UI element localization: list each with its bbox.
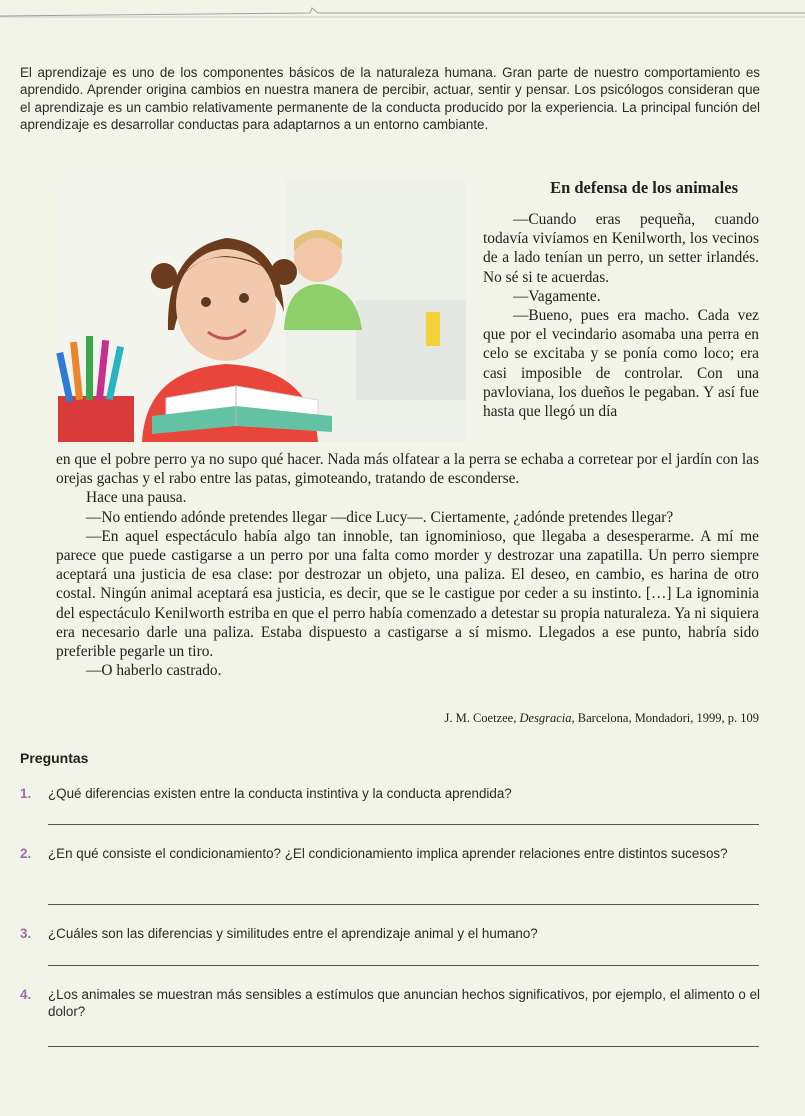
question-number: 2. [20,846,32,861]
answer-line-3[interactable] [48,965,759,966]
question-number: 1. [20,786,32,801]
question-text: ¿Qué diferencias existen entre la conducta instintiva y la conducta aprendida? [48,786,512,801]
answer-line-2[interactable] [48,904,759,905]
answer-line-4[interactable] [48,1046,759,1047]
story-full-width [56,450,759,680]
questions-title: Preguntas [20,750,89,766]
question-text: ¿En qué consiste el condicionamiento? ¿El condicionamiento implica aprender relaciones entre distintos sucesos? [48,846,728,861]
citation-author: J. M. Coetzee, [444,711,517,725]
citation-work: Desgracia [519,711,572,725]
question-4 [20,986,760,1021]
question-text: ¿Cuáles son las diferencias y similitudes entre el aprendizaje animal y el humano? [48,926,538,941]
story-paragraph: —En aquel espectáculo había algo tan innoble, tan ignominioso, que llegaba a desesperarme. A mí me parece que puede castigarse a un perro por una falta como morder y destrozar una zapatilla. Un perro siempre aceptará una justicia de esa clase: por destrozar un objeto, una paliza. El deseo, en cambio, es harina de otro costal. Ningún animal aceptará esa justicia, es decir, que se le castigue por ceder a su instinto. […] La ignominia del espectáculo Kenilworth estriba en que el perro había comenzado a detestar su propia naturaleza. Ya ni siquiera era necesario darle una paliza. Estaba dispuesto a castigarse a sí mismo. Llegados a ese punto, habría sido preferible pegarle un tiro. [56,527,759,661]
story-paragraph: —No entiendo adónde pretendes llegar —dice Lucy—. Ciertamente, ¿adónde pretendes llegar? [86,508,674,526]
intro-paragraph: El aprendizaje es uno de los componentes básicos de la naturaleza humana. Gran parte de nuestro comportamiento es aprendido. Aprender origina cambios en nuestra manera de percibir, actuar, sentir y pensar. Los psicólogos consideran que el aprendizaje es un cambio relativamente permanente de la conducta producido por la experiencia. La principal función del aprendizaje es desarrollar conductas para adaptarnos a un entorno cambiante. [20,65,760,133]
citation-details: , Barcelona, Mondadori, 1999, p. 109 [571,711,759,725]
question-number: 3. [20,926,32,941]
story-paragraph: en que el pobre perro ya no supo qué hacer. Nada más olfatear a la perra se echaba a corretear por el jardín con las orejas gachas y el rabo entre las patas, gimoteando, tratando de esconderse. [56,451,759,488]
story-paragraph: Hace una pausa. [86,489,187,507]
story-paragraph: —O haberlo castrado. [86,662,222,680]
story-paragraph: —Cuando eras pequeña, cuando todavía vivíamos en Kenilworth, los vecinos de a lado tenían un perro, un setter irlandés. No sé si te acuerdas. [483,211,759,286]
question-number: 4. [20,987,32,1002]
story-paragraph: —Bueno, pues era macho. Cada vez que por el vecindario asomaba una perra en celo se excitaba y se ponía como loco; era casi imposible de controlar. Con una pavloviana, los dueños le pegaban. Y así fue hasta que llegó un día [483,307,759,421]
story-right-column [483,210,759,421]
question-2 [20,845,760,862]
top-decoration [0,0,805,22]
question-3 [20,925,760,942]
story-title: En defensa de los animales [550,178,738,197]
answer-line-1[interactable] [48,824,759,825]
citation [300,711,759,726]
question-text: ¿Los animales se muestran más sensibles a estímulos que anuncian hechos significativos, por ejemplo, el alimento o el dolor? [48,987,760,1020]
classroom-photo [56,180,466,442]
story-paragraph: —Vagamente. [513,287,601,305]
question-1 [20,785,760,802]
